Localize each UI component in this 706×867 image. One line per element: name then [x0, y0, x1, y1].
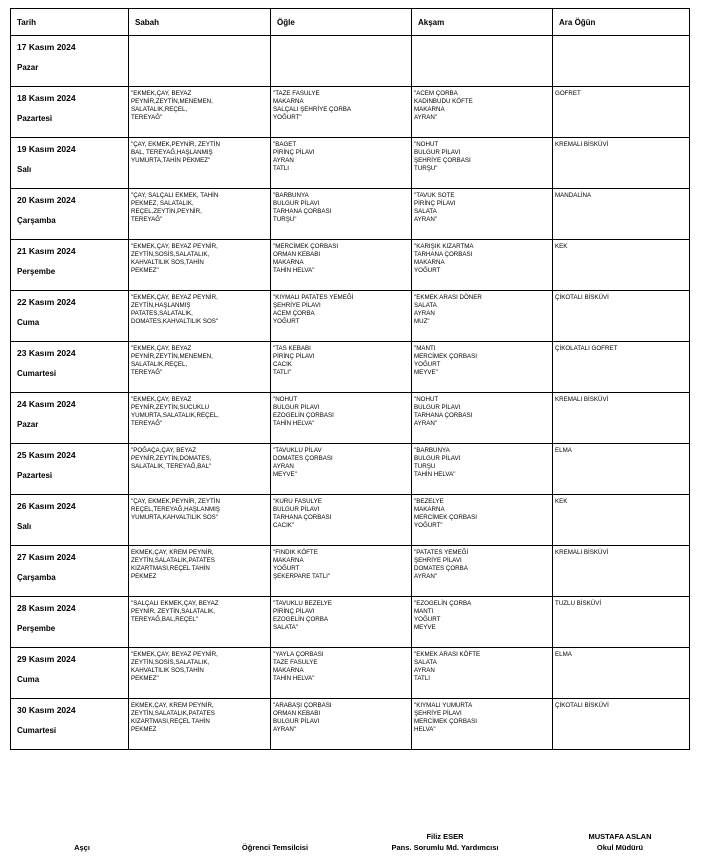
weekday-label: Cumartesi [17, 369, 57, 378]
date-label: 21 Kasım 2024 [17, 246, 76, 256]
date-label: 28 Kasım 2024 [17, 603, 76, 613]
lunch-cell: "FINDIK KÖFTE MAKARNA YOĞURT ŞEKERPARE TATLI" [271, 546, 412, 597]
weekday-label: Cuma [17, 675, 40, 684]
signature-deputy [370, 831, 520, 853]
date-label: 27 Kasım 2024 [17, 552, 76, 562]
header-snack: Ara Öğün [553, 9, 690, 36]
lunch-cell: "TAVUKLU PİLAV DOMATES ÇORBASI AYRAN MEYVE" [271, 444, 412, 495]
breakfast-cell: "EKMEK,ÇAY, BEYAZ PEYNİR, ZEYTİN,SOSİS,SALATALIK, KAHVALTILIK SOS,TAHİN PEKMEZ" [129, 240, 271, 291]
dinner-cell: "BARBUNYA BULGUR PİLAVI TURŞU TAHİN HELVA" [412, 444, 553, 495]
date-cell [11, 36, 129, 87]
date-label: 30 Kasım 2024 [17, 705, 76, 715]
header-date: Tarih [11, 9, 129, 36]
table-row [11, 597, 690, 648]
snack-cell: ÇİKOTALI BİSKÜVİ [553, 291, 690, 342]
weekday-label: Pazar [17, 420, 39, 429]
snack-cell: GOFRET [553, 87, 690, 138]
date-cell [11, 87, 129, 138]
lunch-cell: "ARABAŞI ÇORBASI ORMAN KEBABI BULGUR PİLAVI AYRAN" [271, 699, 412, 750]
table-row [11, 546, 690, 597]
date-label: 22 Kasım 2024 [17, 297, 76, 307]
date-cell [11, 699, 129, 750]
breakfast-cell: "ÇAY, EKMEK,PEYNİR, ZEYTİN BAL, TEREYAĞ,HAŞLANMIŞ YUMURTA,TAHİN PEKMEZ" [129, 138, 271, 189]
dinner-cell: "NOHUT BULGUR PİLAVI ŞEHRİYE ÇORBASI TURŞU" [412, 138, 553, 189]
snack-cell: KREMALI BİSKÜVİ [553, 546, 690, 597]
date-cell [11, 597, 129, 648]
lunch-cell: "TAZE FASULYE MAKARNA SALÇALI ŞEHRİYE ÇORBA YOĞURT" [271, 87, 412, 138]
breakfast-cell: "EKMEK,ÇAY, BEYAZ PEYNİR, ZEYTİN,HAŞLANMIŞ PATATES,SALATALIK, DOMATES,KAHVALTILIK SOS" [129, 291, 271, 342]
dinner-cell: "KIYMALI YUMURTA ŞEHRİYE PİLAVI MERCİMEK ÇORBASI HELVA" [412, 699, 553, 750]
signature-student-rep-label: Öğrenci Temsilcisi [241, 843, 309, 852]
weekday-label: Çarşamba [17, 573, 56, 582]
snack-cell: KREMALI BİSKÜVİ [553, 393, 690, 444]
date-label: 19 Kasım 2024 [17, 144, 76, 154]
dinner-cell: "MANTI MERCİMEK ÇORBASI YOĞURT MEYVE" [412, 342, 553, 393]
date-cell [11, 444, 129, 495]
table-header-row [11, 9, 690, 36]
weekday-label: Cumartesi [17, 726, 57, 735]
breakfast-cell: "EKMEK,ÇAY, BEYAZ PEYNİR,ZEYTİN,MENEMEN, SALATALIK,REÇEL, TEREYAĞ" [129, 87, 271, 138]
table-row [11, 342, 690, 393]
snack-cell [553, 36, 690, 87]
table-row [11, 291, 690, 342]
dinner-cell: "EKMEK ARASI DÖNER SALATA AYRAN MUZ" [412, 291, 553, 342]
date-cell [11, 393, 129, 444]
date-label: 20 Kasım 2024 [17, 195, 76, 205]
meal-menu-table [10, 8, 690, 750]
signature-principal [560, 831, 680, 853]
header-dinner: Akşam [412, 9, 553, 36]
table-row [11, 87, 690, 138]
weekday-label: Perşembe [17, 624, 56, 633]
snack-cell: ELMA [553, 444, 690, 495]
date-cell [11, 291, 129, 342]
date-cell [11, 495, 129, 546]
lunch-cell: "YAYLA ÇORBASI TAZE FASULYE MAKARNA TAHİN HELVA" [271, 648, 412, 699]
table-row [11, 240, 690, 291]
dinner-cell: "TAVUK SOTE PİRİNÇ PİLAVI SALATA AYRAN" [412, 189, 553, 240]
lunch-cell: "BARBUNYA BULGUR PİLAVI TARHANA ÇORBASI TURŞU" [271, 189, 412, 240]
lunch-cell: "KIYMALI PATATES YEMEĞİ ŞEHRİYE PİLAVI ACEM ÇORBA YOĞURT [271, 291, 412, 342]
breakfast-cell: "ÇAY, EKMEK,PEYNİR, ZEYTİN REÇEL,TEREYAĞ,HAŞLANMIŞ YUMURTA,KAHVALTILIK SOS" [129, 495, 271, 546]
weekday-label: Perşembe [17, 267, 56, 276]
dinner-cell: "PATATES YEMEĞİ ŞEHRİYE PİLAVI DOMATES ÇORBA AYRAN" [412, 546, 553, 597]
header-lunch: Öğle [271, 9, 412, 36]
weekday-label: Salı [17, 522, 32, 531]
weekday-label: Cuma [17, 318, 40, 327]
date-cell [11, 648, 129, 699]
snack-cell: TUZLU BİSKÜVİ [553, 597, 690, 648]
weekday-label: Pazartesi [17, 471, 53, 480]
table-row [11, 36, 690, 87]
lunch-cell: "TAS KEBABI PİRİNÇ PİLAVI CACIK TATLI" [271, 342, 412, 393]
breakfast-cell: EKMEK,ÇAY, KREM PEYNİR, ZEYTİN,SALATALIK,PATATES KIZARTMASI,REÇEL TAHİN PEKMEZ [129, 699, 271, 750]
signature-cook [62, 842, 102, 853]
date-cell [11, 189, 129, 240]
dinner-cell: "KARIŞIK KIZARTMA TARHANA ÇORBASI MAKARNA YOĞURT [412, 240, 553, 291]
table-row [11, 189, 690, 240]
dinner-cell [412, 36, 553, 87]
date-label: 25 Kasım 2024 [17, 450, 76, 460]
date-label: 24 Kasım 2024 [17, 399, 76, 409]
table-row [11, 444, 690, 495]
breakfast-cell: "POĞAÇA,ÇAY, BEYAZ PEYNİR,ZEYTİN,DOMATES, SALATALIK, TEREYAĞ,BAL" [129, 444, 271, 495]
snack-cell: MANDALİNA [553, 189, 690, 240]
signature-principal-title: Okul Müdürü [596, 843, 644, 852]
snack-cell: ELMA [553, 648, 690, 699]
snack-cell: KREMALI BİSKÜVİ [553, 138, 690, 189]
date-label: 29 Kasım 2024 [17, 654, 76, 664]
breakfast-cell [129, 36, 271, 87]
breakfast-cell: "EKMEK,ÇAY, BEYAZ PEYNİR,ZEYTİN,SUCUKLU YUMURTA,SALATALIK,REÇEL, TEREYAĞ" [129, 393, 271, 444]
breakfast-cell: "SALÇALI EKMEK,ÇAY, BEYAZ PEYNİR, ZEYTİN,SALATALIK, TEREYAĞ,BAL,REÇEL" [129, 597, 271, 648]
lunch-cell: "BAGET PİRİNÇ PİLAVI AYRAN TATLI [271, 138, 412, 189]
snack-cell: ÇİKOTALI BİSKÜVİ [553, 699, 690, 750]
weekday-label: Pazartesi [17, 114, 53, 123]
snack-cell: KEK [553, 240, 690, 291]
table-body [11, 36, 690, 750]
lunch-cell: "MERCİMEK ÇORBASI ORMAN KEBABI MAKARNA TAHİN HELVA" [271, 240, 412, 291]
lunch-cell: "KURU FASULYE BULGUR PİLAVI TARHANA ÇORBASI CACIK" [271, 495, 412, 546]
table-row [11, 393, 690, 444]
weekday-label: Çarşamba [17, 216, 56, 225]
signature-principal-name: MUSTAFA ASLAN [588, 832, 652, 841]
lunch-cell: "TAVUKLU BEZELYE PİRİNÇ PİLAVI EZOGELİN ÇORBA SALATA" [271, 597, 412, 648]
table-row [11, 699, 690, 750]
signature-student-rep [220, 842, 330, 853]
snack-cell: ÇİKOLATALI GOFRET [553, 342, 690, 393]
table-row [11, 648, 690, 699]
date-cell [11, 342, 129, 393]
date-cell [11, 138, 129, 189]
date-label: 18 Kasım 2024 [17, 93, 76, 103]
header-breakfast: Sabah [129, 9, 271, 36]
lunch-cell: "NOHUT BULGUR PİLAVI EZOGELİN ÇORBASI TAHİN HELVA" [271, 393, 412, 444]
signature-cook-label: Aşçı [74, 843, 90, 852]
weekday-label: Pazar [17, 63, 39, 72]
breakfast-cell: "EKMEK,ÇAY, BEYAZ PEYNİR,ZEYTİN,MENEMEN, SALATALIK,REÇEL, TEREYAĞ" [129, 342, 271, 393]
breakfast-cell: "EKMEK,ÇAY, BEYAZ PEYNİR, ZEYTİN,SOSİS,SALATALIK, KAHVALTILIK SOS,TAHİN PEKMEZ" [129, 648, 271, 699]
table-row [11, 495, 690, 546]
date-label: 23 Kasım 2024 [17, 348, 76, 358]
dinner-cell: "BEZELYE MAKARNA MERCİMEK ÇORBASI YOĞURT" [412, 495, 553, 546]
breakfast-cell: EKMEK,ÇAY, KREM PEYNİR, ZEYTİN,SALATALIK,PATATES KIZARTMASI,REÇEL TAHİN PEKMEZ [129, 546, 271, 597]
lunch-cell [271, 36, 412, 87]
snack-cell: KEK [553, 495, 690, 546]
table-row [11, 138, 690, 189]
date-cell [11, 240, 129, 291]
date-label: 26 Kasım 2024 [17, 501, 76, 511]
date-cell [11, 546, 129, 597]
weekday-label: Salı [17, 165, 32, 174]
dinner-cell: "EZOGELİN ÇORBA MANTI YOĞURT MEYVE [412, 597, 553, 648]
date-label: 17 Kasım 2024 [17, 42, 76, 52]
signature-deputy-name: Filiz ESER [426, 832, 464, 841]
breakfast-cell: "ÇAY, SALÇALI EKMEK, TAHİN PEKMEZ, SALATALIK, REÇEL,ZEYTİN,PEYNİR, TEREYAĞ" [129, 189, 271, 240]
signature-deputy-title: Pans. Sorumlu Md. Yardımcısı [391, 843, 499, 852]
dinner-cell: "ACEM ÇORBA KADINBUDU KÖFTE MAKARNA AYRAN" [412, 87, 553, 138]
dinner-cell: "EKMEK ARASI KÖFTE SALATA AYRAN TATLI [412, 648, 553, 699]
dinner-cell: "NOHUT BULGUR PİLAVI TARHANA ÇORBASI AYRAN" [412, 393, 553, 444]
